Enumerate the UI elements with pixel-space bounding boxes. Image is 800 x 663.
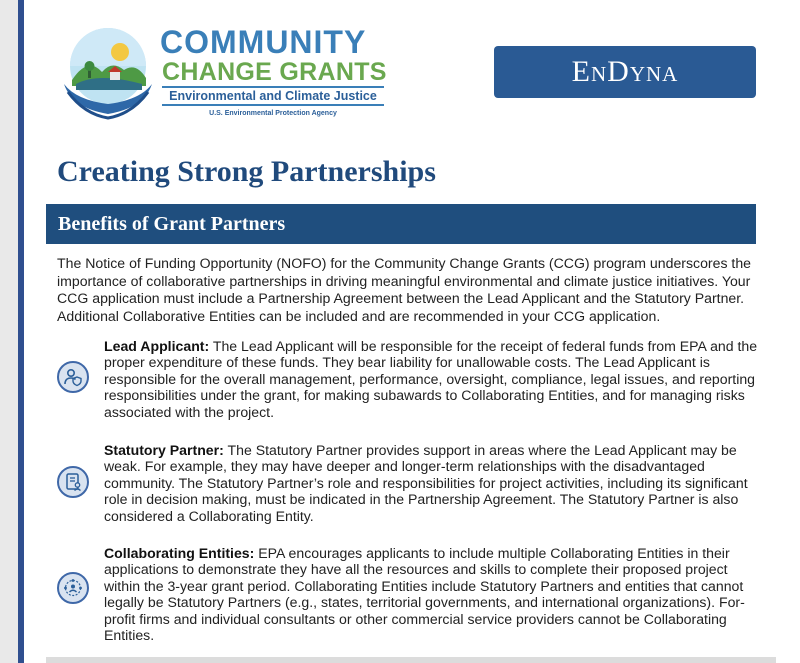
logo-title: COMMUNITY [160, 24, 367, 60]
entry-lead-applicant [104, 338, 759, 420]
section-heading: Benefits of Grant Partners [46, 204, 756, 244]
logo-tagline: Environmental and Climate Justice [162, 86, 384, 106]
entry-text: EPA encourages applicants to include multiple Collaborating Entities in their applications to demonstrate they have all the resources and skills to complete their proposed project within the 3-year grant period. Collaborating Entities include Statutory Partners and entities that cannot legally be Statutory Partners (e.g., states, territorial governments, and international organizations). For-profit firms and individual consultants or other commercial service providers cannot be Collaborating Entities. [104, 545, 745, 644]
entry-collaborating-entities [104, 545, 759, 643]
logo-subtitle: CHANGE GRANTS [162, 58, 387, 86]
page-title: Creating Strong Partnerships [57, 155, 436, 188]
person-shield-icon [57, 361, 89, 393]
endyna-logo-text: EnDyna [571, 55, 679, 88]
document-person-icon [57, 466, 89, 498]
intro-paragraph: The Notice of Funding Opportunity (NOFO) for the Community Change Grants (CCG) program underscores the importance of collaborative partnerships in driving meaningful environmental and climate justice initiatives. Your CCG application must include a Partnership Agreement between the Lead Applicant and the Statutory Partner. Additional Collaborative Entities can be included and are recommended in your CCG application. [57, 255, 752, 324]
entry-statutory-partner [104, 442, 759, 524]
endyna-logo [494, 46, 756, 98]
entry-term: Statutory Partner: [104, 442, 224, 458]
entry-text: The Statutory Partner provides support in areas where the Lead Applicant may be weak. For example, they may have deeper and longer-term relationships with the disadvantaged community. The Statutory Partner’s role and responsibilities for project activities, including its significant role in decision making, must be indicated in the Partnership Agreement. The Statutory Partner is also considered a Collaborating Entity. [104, 442, 748, 524]
logo-agency: U.S. Environmental Protection Agency [209, 110, 337, 117]
next-line-partial [46, 657, 776, 663]
entry-text: The Lead Applicant will be responsible for the receipt of federal funds from EPA and the proper expenditure of these funds. They bear liability for unallowable costs. The Lead Applicant is responsible for the overall management, performance, oversight, compliance, legal issues, and reporting responsibilities under the grant, for making subawards to Collaborating Entities, and for managing risks associated with the project. [104, 338, 758, 420]
network-people-icon [57, 572, 89, 604]
entry-term: Lead Applicant: [104, 338, 210, 354]
viewer-left-margin [0, 0, 18, 663]
entry-term: Collaborating Entities: [104, 545, 255, 561]
logo-emblem-icon [58, 22, 158, 122]
community-change-grants-logo [58, 22, 398, 122]
